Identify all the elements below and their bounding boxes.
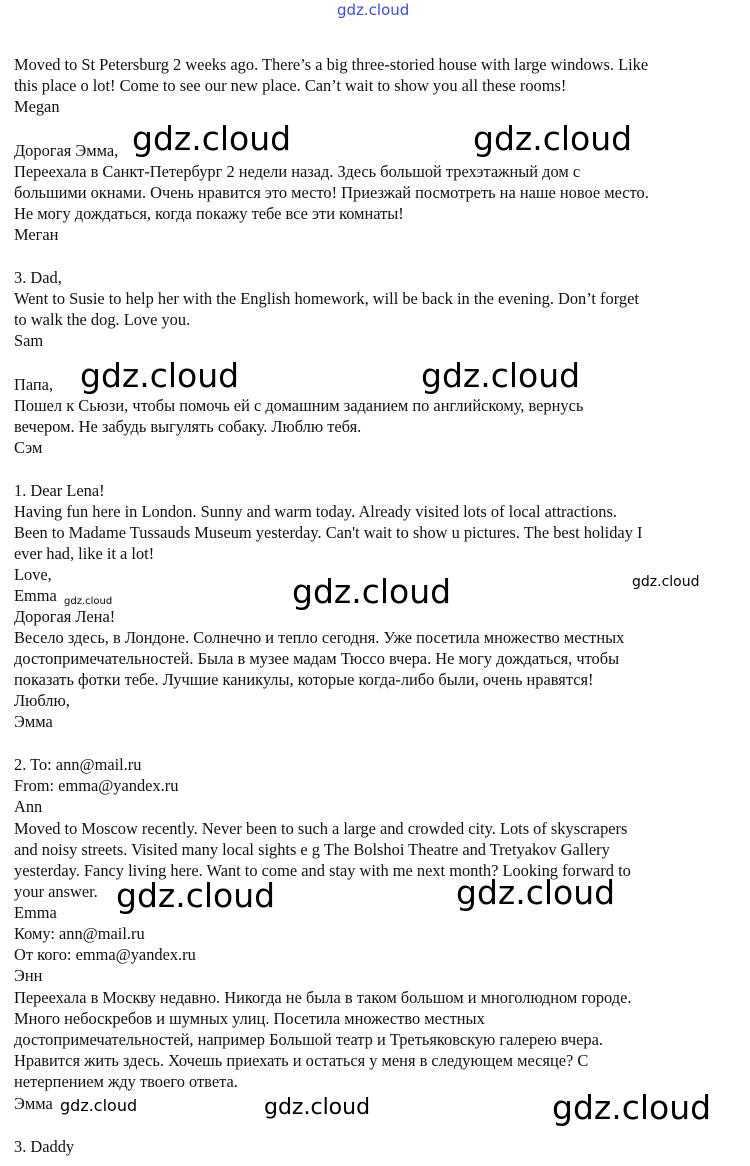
text-line: вечером. Не забудь выгулять собаку. Люблю тебя. [14,417,362,436]
text-line: yesterday. Fancy living here. Want to come and stay with me next month? Looking forward to [14,861,631,880]
text-line: your answer. [14,882,98,901]
text-line: From: emma@yandex.ru [14,776,179,795]
text-line: Moved to Moscow recently. Never been to such a large and crowded city. Lots of skyscrapers [14,819,628,838]
text-line: Эмма [14,712,53,731]
text-line: Много небоскребов и шумных улиц. Посетила множество местных [14,1009,485,1028]
watermark: gdz.cloud [60,1096,138,1115]
text-line: показать фотки тебе. Лучшие каникулы, которые когда-либо были, очень нравятся! [14,670,594,689]
watermark: gdz.cloud [132,119,292,158]
text-line: 3. Dad, [14,268,62,287]
text-line: to walk the dog. Love you. [14,310,191,329]
text-line: Нравится жить здесь. Хочешь приехать и остаться у меня в следующем месяце? С [14,1051,589,1070]
text-line: 1. Dear Lena! [14,481,105,500]
text-line: Having fun here in London. Sunny and warm today. Already visited lots of local attractions. [14,502,617,521]
text-line: Сэм [14,438,43,457]
text-line: Ann [14,797,43,816]
text-line: Весело здесь, в Лондоне. Солнечно и тепло сегодня. Уже посетила множество местных [14,628,625,647]
text-line: ever had, like it a lot! [14,544,155,563]
text-line: Дорогая Лена! [14,607,116,626]
watermark-top: gdz.cloud [337,1,410,19]
text-line: Папа, [14,375,54,394]
text-line: Moved to St Petersburg 2 weeks ago. There’s a big three-storied house with large windows. Like [14,55,649,74]
text-line: Дорогая Эмма, [14,141,119,160]
text-line: большими окнами. Очень нравится это место! Приезжай посмотреть на наше новое место. [14,183,649,202]
text-line: Been to Madame Tussauds Museum yesterday. Can't wait to show u pictures. The best holiday I [14,523,643,542]
text-line: Меган [14,225,59,244]
text-line: нетерпением жду твоего ответа. [14,1072,238,1091]
watermark: gdz.cloud [264,1095,371,1120]
text-line: 2. To: ann@mail.ru [14,755,142,774]
text-line: Энн [14,966,43,985]
watermark: gdz.cloud [632,574,700,590]
watermark: gdz.cloud [116,876,276,915]
text-line: Emma [14,586,57,605]
text-line: this place o lot! Come to see our new place. Can’t wait to show you all these rooms! [14,76,567,95]
text-line: От кого: emma@yandex.ru [14,945,196,964]
text-line: Emma [14,903,57,922]
watermark: gdz.cloud [64,596,113,607]
text-line: Не могу дождаться, когда покажу тебе все эти комнаты! [14,204,404,223]
text-line: Люблю, [14,691,70,710]
text-line: Переехала в Санкт-Петербург 2 недели назад. Здесь большой трехэтажный дом с [14,162,581,181]
text-line: 3. Daddy [14,1137,75,1156]
text-line: Sam [14,331,44,350]
watermark: gdz.cloud [473,119,633,158]
watermark: gdz.cloud [552,1088,712,1127]
text-line: Went to Susie to help her with the English homework, will be back in the evening. Don’t forget [14,289,639,308]
text-line: Эмма [14,1094,53,1113]
watermark: gdz.cloud [292,572,452,611]
text-line: and noisy streets. Visited many local sights e g The Bolshoi Theatre and Tretyakov Gallery [14,840,610,859]
watermark: gdz.cloud [421,356,581,395]
text-line: достопримечательностей, например Большой театр и Третьяковскую галерею вчера. [14,1030,603,1049]
text-line: Пошел к Сьюзи, чтобы помочь ей с домашним заданием по английскому, вернусь [14,396,584,415]
text-line: Love, [14,565,52,584]
watermark: gdz.cloud [456,873,616,912]
text-line: Кому: ann@mail.ru [14,924,145,943]
watermark: gdz.cloud [80,356,240,395]
text-line: Megan [14,97,60,116]
text-line: достопримечательностей. Была в музее мадам Тюссо вчера. Не могу дождаться, чтобы [14,649,620,668]
text-line: Переехала в Москву недавно. Никогда не была в таком большом и многолюдном городе. [14,988,632,1007]
